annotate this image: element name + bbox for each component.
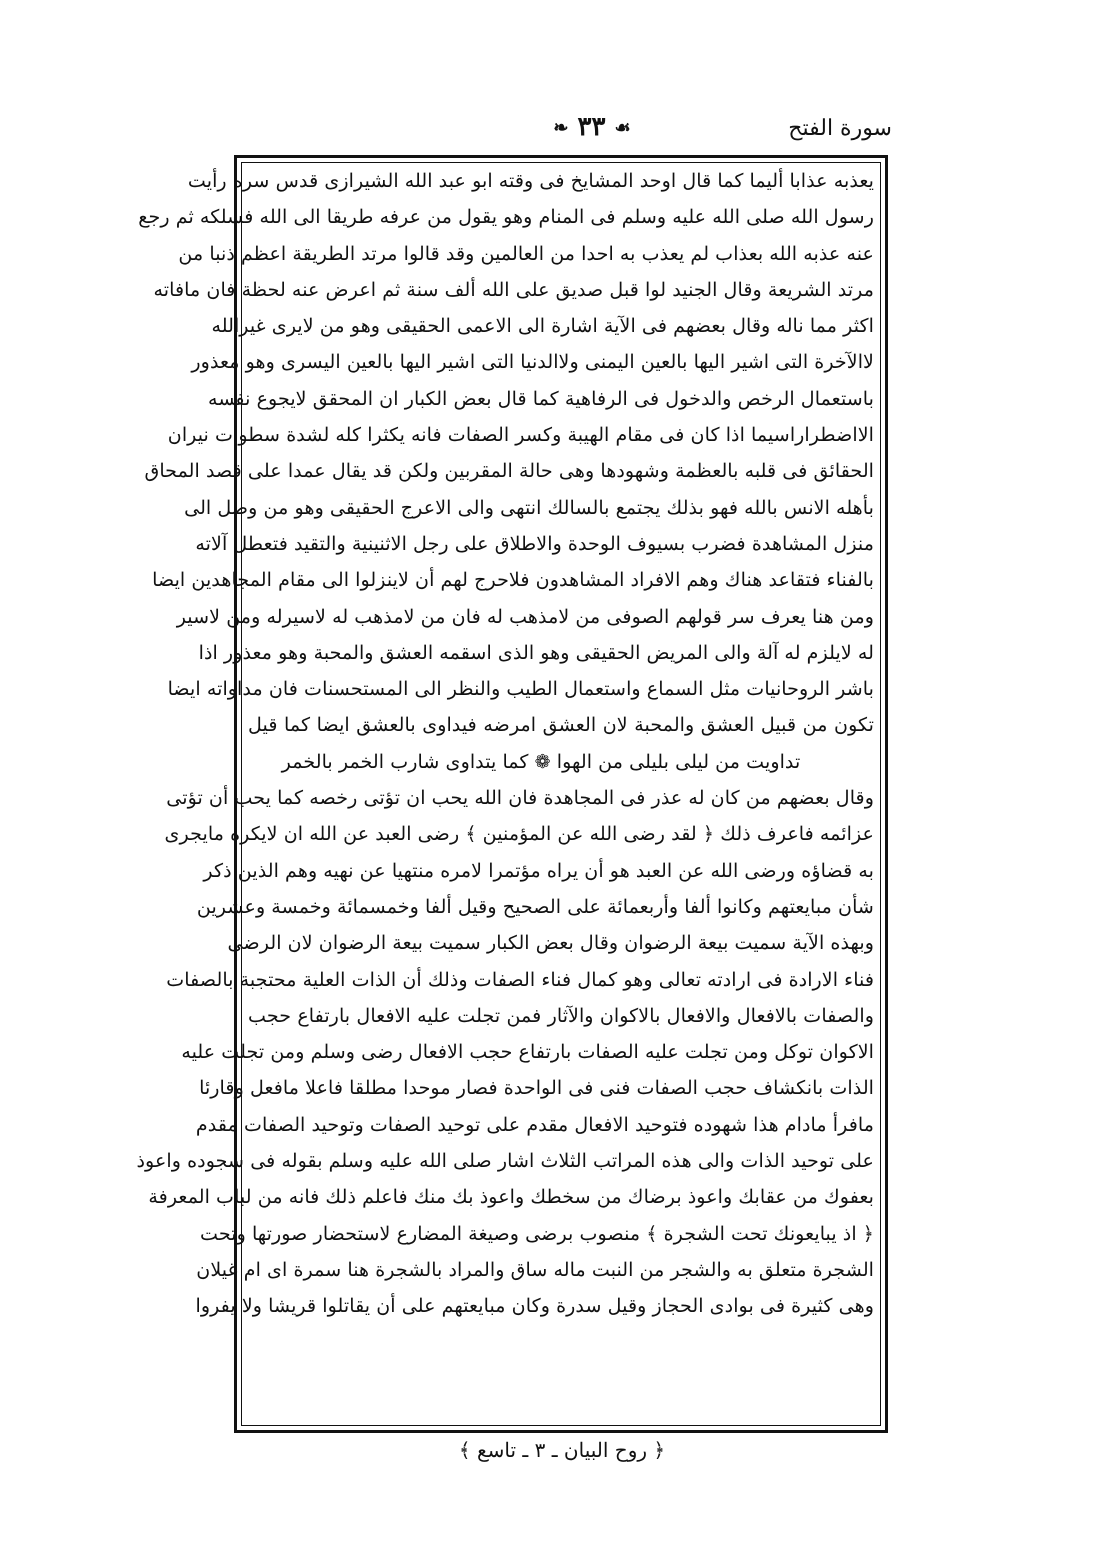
text-line: وبهذه الآية سميت بيعة الرضوان وقال بعض الكبار سميت بيعة الرضوان لان الرضى (227, 931, 874, 955)
page-number-value: ٣٣ (577, 112, 606, 142)
page-header (232, 112, 892, 150)
text-line: على توحيد الذات والى هذه المراتب الثلاث اشار صلى الله عليه وسلم بقوله فى سجوده واعوذ (136, 1149, 874, 1173)
ornament-left-icon: ❧ (553, 117, 569, 139)
text-line: والصفات بالافعال والافعال بالاكوان والآثار فمن تجلت عليه الافعال بارتفاع حجب (248, 1003, 874, 1027)
text-line: رسول الله صلى الله عليه وسلم فى المنام وهو يقول من عرفه طريقا الى الله فسلكه ثم رجع (138, 205, 874, 229)
text-line: تكون من قبيل العشق والمحبة لان العشق امرضه فيداوى بالعشق ايضا كما قيل (248, 713, 874, 737)
text-line: شأن مبايعتهم وكانوا ألفا وأربعمائة على الصحيح وقيل ألفا وخمسمائة وخمسة وعشرين (196, 894, 874, 918)
text-line: وقال بعضهم من كان له عذر فى المجاهدة فان الله يحب ان تؤتى رخصه كما يحب أن تؤتى (166, 786, 874, 810)
text-line: الاكوان توكل ومن تجلت عليه الصفات بارتفاع حجب الافعال رضى وسلم ومن تجلت عليه (181, 1040, 874, 1064)
text-line: بعفوك من عقابك واعوذ برضاك من سخطك واعوذ بك منك فاعلم ذلك فانه من لباب المعرفة (148, 1185, 874, 1209)
text-line: الااضطراراسيما اذا كان فى مقام الهيبة وكسر الصفات فانه يكثرا كله لشدة سطوات نيران (167, 423, 874, 447)
poem-verse: تداويت من ليلى بليلى من الهوا ❁ كما يتداوى شارب الخمر بالخمر (281, 749, 801, 773)
text-line: باستعمال الرخص والدخول فى الرفاهية كما قال بعض الكبار ان المحقق لايجوع نفسه (208, 386, 874, 410)
ornament-right-icon: ☙ (614, 117, 631, 139)
page-body (136, 163, 874, 1325)
text-block-after-verse (136, 780, 874, 1324)
text-line: مافرأ مادام هذا شهوده فتوحيد الافعال مقدم على توحيد الصفات وتوحيد الصفات مقدم (195, 1112, 874, 1136)
text-line: عزائمه فاعرف ذلك ﴿ لقد رضى الله عن المؤمنين ﴾ رضى العبد عن الله ان لايكره مايجرى (164, 822, 874, 846)
text-line: اكثر مما ناله وقال بعضهم فى الآية اشارة الى الاعمى الحقيقى وهو من لايرى غيرالله (211, 314, 874, 338)
text-line: عنه عذبه الله بعذاب لم يعذب به احدا من العالمين وقد قالوا مرتد الطريقة اعظم ذنبا من (178, 241, 874, 265)
page-number (532, 112, 652, 142)
text-line: منزل المشاهدة فضرب بسيوف الوحدة والاطلاق على رجل الاثنينية والتقيد فتعطل آلاته (195, 531, 874, 555)
page-footer: ﴿ روح البيان ـ ٣ ـ تاسع ﴾ (458, 1438, 666, 1462)
surah-title: سورة الفتح (788, 116, 892, 141)
text-line: يعذبه عذابا أليما كما قال اوحد المشايخ فى وقته ابو عبد الله الشيرازى قدس سره رأيت (187, 169, 874, 192)
text-block-before-verse (138, 163, 874, 744)
text-line: مرتد الشريعة وقال الجنيد لوا قبل صديق على الله ألف سنة ثم اعرض عنه لحظة فان مافاته (153, 277, 874, 301)
text-line: الحقائق فى قلبه بالعظمة وشهودها وهى حالة المقربين ولكن قد يقال عمدا على قصد المحاق (144, 459, 874, 483)
text-line: وهى كثيرة فى بوادى الحجاز وقيل سدرة وكان مبايعتهم على أن يقاتلوا قريشا ولا يفروا (195, 1294, 874, 1318)
text-line: ومن هنا يعرف سر قولهم الصوفى من لامذهب له فان من لامذهب له لاسيرله ومن لاسير (176, 604, 874, 628)
text-line: الشجرة متعلق به والشجر من النبت ماله ساق والمراد بالشجرة هنا سمرة اى ام غيلان (196, 1257, 874, 1281)
text-line: به قضاؤه ورضى الله عن العبد هو أن يراه مؤتمرا لامره منتهيا عن نهيه وهم الذين ذكر (203, 858, 874, 882)
text-line: بأهله الانس بالله فهو بذلك يجتمع بالسالك انتهى والى الاعرج الحقيقى وهو من وصل الى (184, 495, 874, 519)
text-line: له لايلزم له آلة والى المريض الحقيقى وهو الذى اسقمه العشق والمحبة وهو معذور اذا (198, 640, 874, 664)
text-line: الذات بانكشاف حجب الصفات فنى فى الواحدة فصار موحدا مطلقا فاعلا مافعل وقارئا (199, 1076, 874, 1100)
text-line: ﴿ اذ يبايعونك تحت الشجرة ﴾ منصوب برضى وصيغة المضارع لاستحضار صورتها وتحت (200, 1221, 874, 1245)
text-line: بالفناء فتقاعد هناك وهم الافراد المشاهدون فلاحرج لهم أن لاينزلوا الى مقام المجاهدين ايضا (152, 568, 874, 592)
text-line: باشر الروحانيات مثل السماع واستعمال الطيب والنظر الى المستحسنات فان مداواته ايضا (167, 677, 874, 701)
text-line: لاالآخرة التى اشير اليها بالعين اليمنى ولاالدنيا التى اشير اليها بالعين اليسرى وهو معذور (191, 350, 874, 374)
text-line: فناء الارادة فى ارادته تعالى وهو كمال فناء الصفات وذلك أن الذات العلية محتجبة بالصفات (166, 967, 874, 991)
